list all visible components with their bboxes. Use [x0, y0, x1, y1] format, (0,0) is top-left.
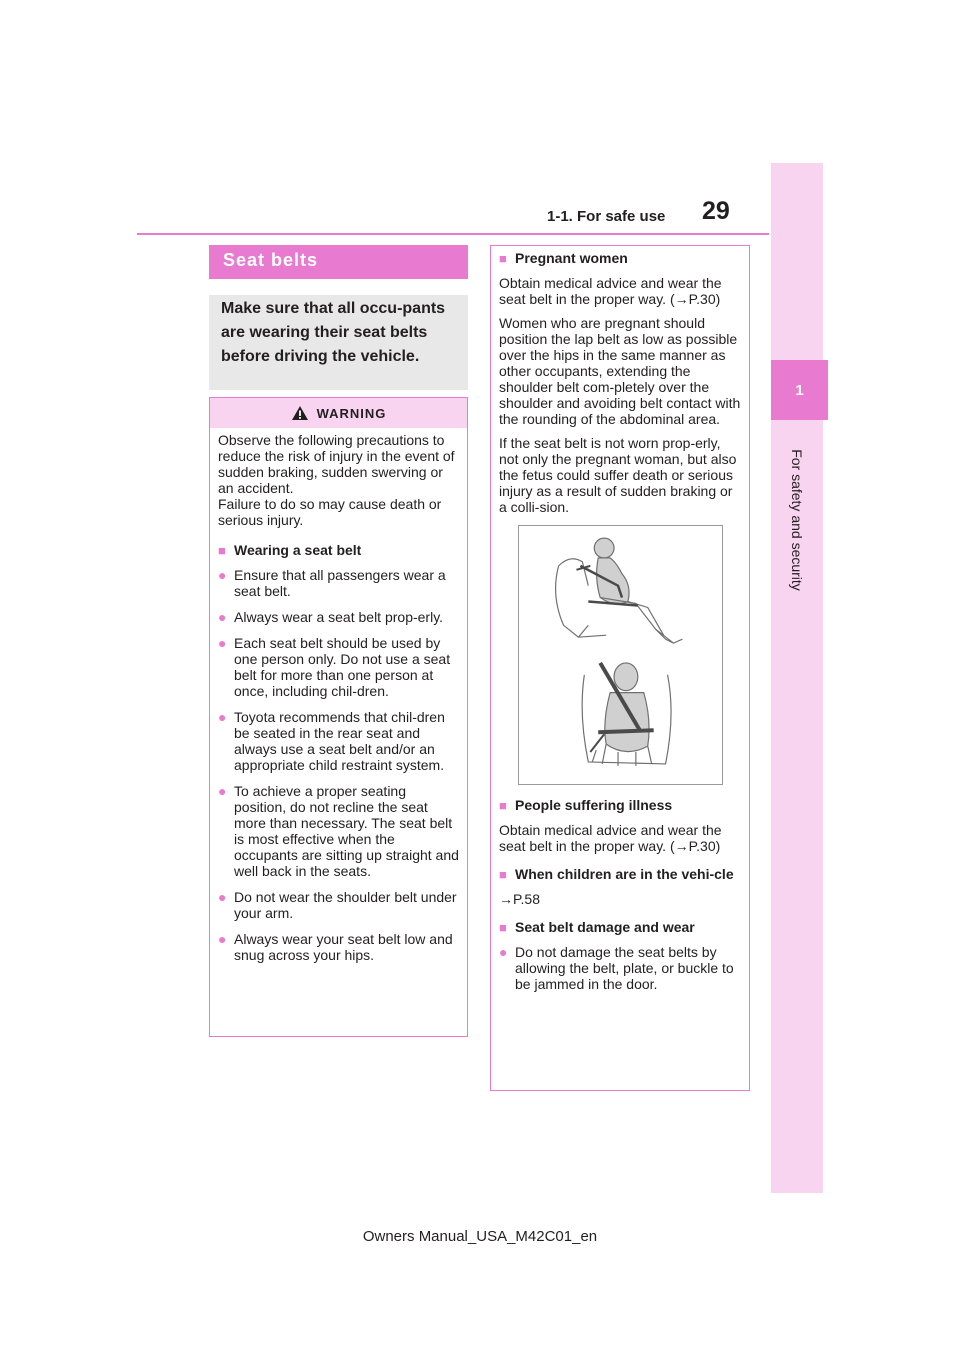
pregnant-heading-text: Pregnant women	[515, 250, 628, 266]
circle-bullet-icon: ●	[218, 783, 227, 799]
warning-intro-2: Failure to do so may cause death or serious injury.	[218, 496, 442, 528]
square-bullet-icon: ■	[499, 798, 507, 813]
info-box	[490, 245, 750, 1091]
header-rule	[137, 233, 769, 235]
section-title: Seat belts	[209, 245, 468, 279]
square-bullet-icon: ■	[499, 251, 507, 266]
list-item	[218, 609, 459, 625]
children-heading-text: When children are in the vehi-cle	[515, 866, 734, 882]
circle-bullet-icon: ●	[218, 709, 227, 725]
circle-bullet-icon: ●	[499, 944, 508, 960]
square-bullet-icon: ■	[499, 867, 507, 882]
list-item-text: To achieve a proper seating position, do not recline the seat more than necessary. The seat belt is most effective when the occupants are sitting up straight and well back in the seats.	[234, 783, 459, 879]
warning-heading: WARNING	[316, 405, 387, 421]
warning-box	[209, 397, 468, 1037]
circle-bullet-icon: ●	[218, 931, 227, 947]
square-bullet-icon: ■	[499, 920, 507, 935]
warning-header	[210, 398, 467, 428]
list-item-text: Do not wear the shoulder belt under your arm.	[234, 889, 457, 921]
warning-subheading-text: Wearing a seat belt	[234, 542, 362, 558]
pregnant-seatbelt-illustration	[519, 526, 722, 784]
damage-heading	[499, 919, 741, 936]
illness-paragraph: Obtain medical advice and wear the seat belt in the proper way. (→P.30)	[499, 822, 722, 854]
list-item-text: Ensure that all passengers wear a seat belt.	[234, 567, 446, 599]
list-item	[218, 889, 459, 921]
circle-bullet-icon: ●	[218, 609, 227, 625]
pregnant-heading	[499, 250, 741, 267]
list-item-text: Always wear your seat belt low and snug across your hips.	[234, 931, 453, 963]
pregnant-paragraph-2: Women who are pregnant should position the lap belt as low as possible over the hips in the same manner as other occupants, extending the shoulder belt com-pletely over the shoulder and avoiding belt contact with the rounding of the abdominal area.	[499, 315, 741, 427]
list-item	[218, 567, 459, 599]
damage-heading-text: Seat belt damage and wear	[515, 919, 695, 935]
chapter-tab: 1	[771, 360, 828, 420]
list-item-text: Each seat belt should be used by one person only. Do not use a seat belt for more than one person at once, including chil-dren.	[234, 635, 451, 699]
list-item	[218, 783, 459, 879]
intro-box	[209, 295, 468, 390]
list-item-text: Toyota recommends that chil-dren be seated in the rear seat and always use a seat belt and/or an appropriate child restraint system.	[234, 709, 445, 773]
warning-subheading	[218, 542, 459, 559]
pregnant-paragraph-3: If the seat belt is not worn prop-erly, not only the pregnant woman, but also the fetus could suffer death or serious injury as a result of sudden braking or a colli-sion.	[499, 435, 737, 515]
square-bullet-icon: ■	[218, 543, 226, 558]
illness-heading-text: People suffering illness	[515, 797, 673, 813]
seatbelt-illustration	[518, 525, 723, 785]
pregnant-paragraph-1: Obtain medical advice and wear the seat belt in the proper way. (→P.30)	[499, 275, 722, 307]
children-heading	[499, 866, 741, 883]
list-item-text: Do not damage the seat belts by allowing the belt, plate, or buckle to be jammed in the door.	[515, 944, 734, 992]
list-item	[218, 709, 459, 773]
illness-heading	[499, 797, 741, 814]
circle-bullet-icon: ●	[218, 635, 227, 651]
running-header-section: 1-1. For safe use	[547, 208, 666, 225]
children-reference: →P.58	[499, 891, 540, 907]
circle-bullet-icon: ●	[218, 889, 227, 905]
intro-text: Make sure that all occu-pants are wearing their seat belts before driving the vehicle.	[221, 300, 446, 365]
list-item	[218, 931, 459, 963]
warning-body	[210, 428, 467, 963]
page-number: 29	[702, 197, 730, 225]
side-strip	[771, 163, 823, 1193]
warning-intro: Observe the following precautions to reduce the risk of injury in the event of sudden braking, sudden swerving or an accident.	[218, 432, 455, 496]
list-item	[499, 944, 741, 992]
warning-triangle-icon	[291, 405, 309, 421]
circle-bullet-icon: ●	[218, 567, 227, 583]
list-item	[218, 635, 459, 699]
list-item-text: Always wear a seat belt prop-erly.	[234, 609, 444, 625]
footer-text: Owners Manual_USA_M42C01_en	[362, 1228, 598, 1245]
chapter-label: For safety and security	[789, 449, 805, 591]
